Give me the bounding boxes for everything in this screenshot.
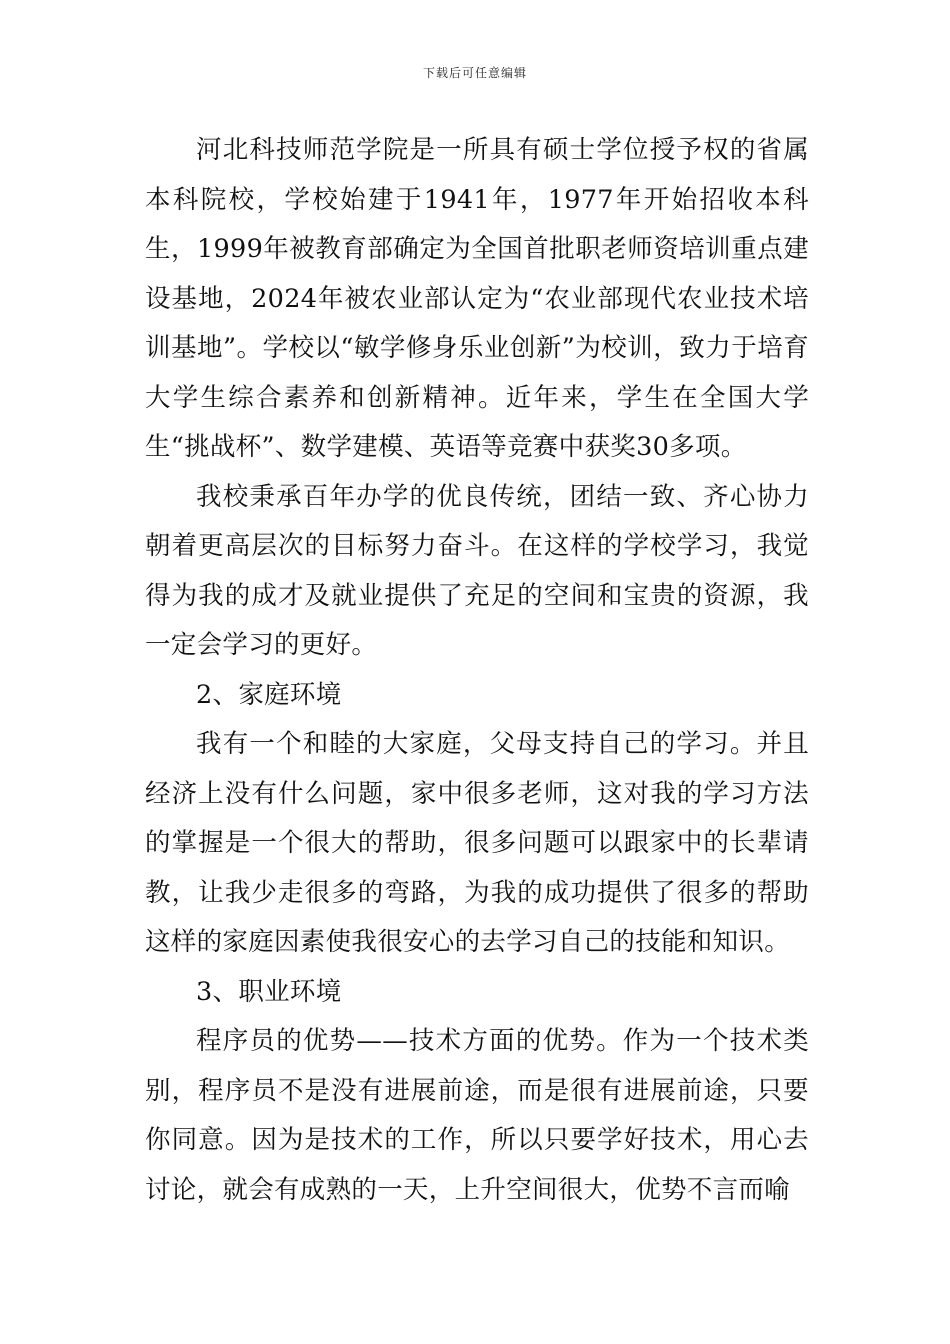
paragraph-school-tradition: 我校秉承百年办学的优良传统，团结一致、齐心协力朝着更高层次的目标努力奋斗。在这样的学校学习，我觉得为我的成才及就业提供了充足的空间和宝贵的资源，我一定会学习的更好。 [145,481,809,660]
paragraph-school-intro: 河北科技师范学院是一所具有硕士学位授予权的省属本科院校，学校始建于1941年，1977年开始招收本科生，1999年被教育部确定为全国首批职老师资培训重点建设基地，2024年被农业部认定为“农业部现代农业技术培训基地”。学校以“敏学修身乐业创新”为校训，致力于培育大学生综合素养和创新精神。近年来，学生在全国大学生“挑战杯”、数学建模、英语等竞赛中获奖30多项。 [145,135,809,462]
paragraph-family: 我有一个和睦的大家庭，父母支持自己的学习。并且经济上没有什么问题，家中很多老师，这对我的学习方法的掌握是一个很大的帮助，很多问题可以跟家中的长辈请教，让我少走很多的弯路，为我的成功提供了很多的帮助这样的家庭因素使我很安心的去学习自己的技能和知识。 [145,729,809,957]
document-body [145,126,809,1215]
header-note: 下载后可任意编辑 [422,66,527,80]
paragraph-career: 程序员的优势——技术方面的优势。作为一个技术类别，程序员不是没有进展前途，而是很有进展前途，只要你同意。因为是技术的工作，所以只要学好技术，用心去讨论，就会有成熟的一天，上升空间很大，优势不言而喻 [145,1026,809,1205]
section-heading-career: 3、职业环境 [196,976,342,1007]
section-heading-family: 2、家庭环境 [196,679,342,710]
